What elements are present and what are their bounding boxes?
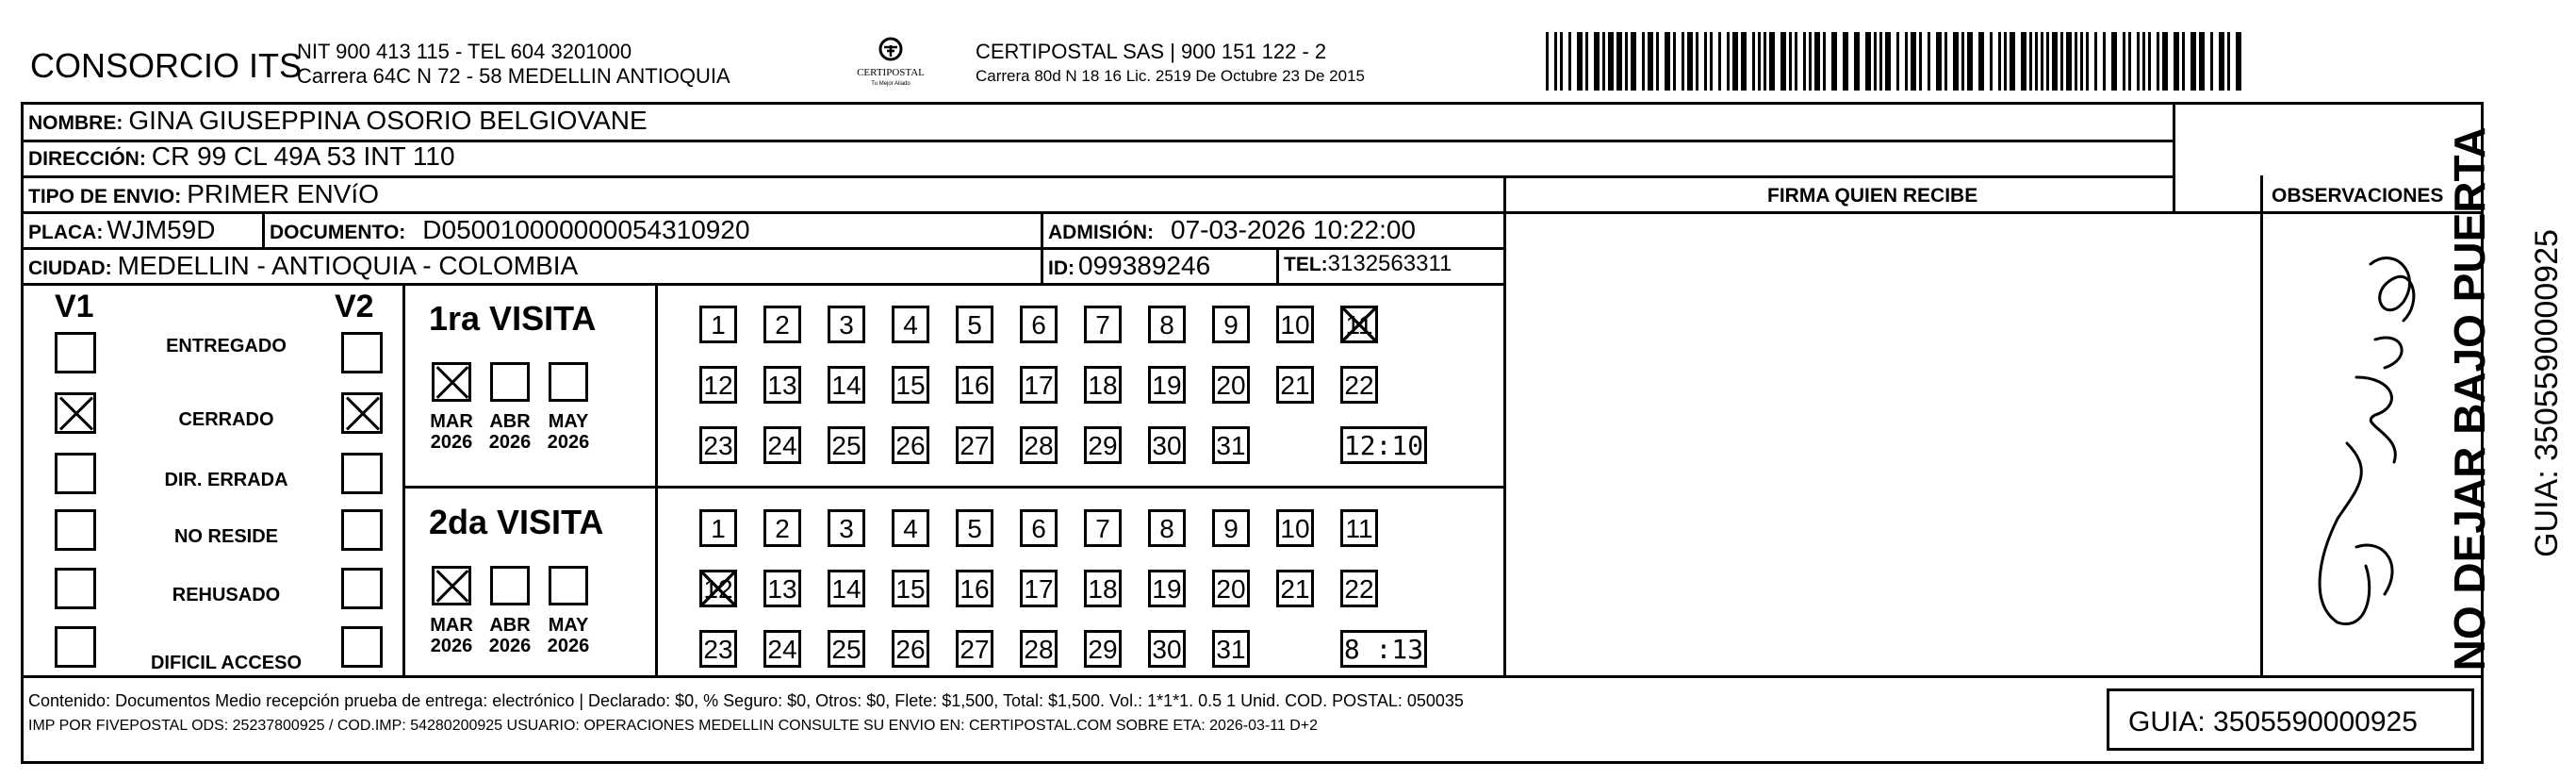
day-box[interactable]: 7	[1084, 306, 1122, 343]
time-box[interactable]: 8 :13	[1340, 630, 1427, 668]
v1-checkbox[interactable]	[55, 568, 96, 609]
v2-checkbox[interactable]	[341, 392, 383, 434]
barcode-bar	[2142, 32, 2145, 91]
status-label: REHUSADO	[172, 585, 281, 605]
month-checkbox[interactable]	[549, 362, 588, 402]
barcode-bar	[1687, 32, 1693, 91]
day-box[interactable]: 31	[1212, 426, 1250, 464]
barcode-bar	[1727, 32, 1730, 91]
day-box[interactable]: 10	[1276, 509, 1314, 547]
barcode-bar	[1752, 32, 1755, 91]
barcode-bar	[2174, 32, 2179, 91]
v2-checkbox[interactable]	[341, 509, 383, 551]
day-box[interactable]: 7	[1084, 509, 1122, 547]
barcode-bar	[1696, 32, 1698, 91]
month-checkbox[interactable]	[432, 362, 471, 402]
day-box[interactable]: 2	[763, 509, 801, 547]
barcode-bar	[1874, 32, 1877, 91]
day-box[interactable]: 27	[956, 630, 993, 668]
day-box[interactable]: 9	[1212, 509, 1250, 547]
day-box[interactable]: 30	[1148, 426, 1186, 464]
footer-guia-box	[2107, 688, 2474, 751]
carrier-line: CERTIPOSTAL SAS | 900 151 122 - 2	[976, 40, 1327, 63]
day-box[interactable]: 11	[1340, 306, 1378, 343]
day-box[interactable]: 4	[892, 509, 929, 547]
day-box[interactable]: 9	[1212, 306, 1250, 343]
barcode-bar	[2041, 32, 2043, 91]
day-box[interactable]: 15	[892, 570, 929, 607]
barcode-bar	[1560, 32, 1563, 91]
time-box[interactable]: 12:10	[1340, 426, 1427, 464]
status-label: NO RESIDE	[173, 526, 279, 547]
contenido-text: Contenido: Documentos Medio recepción prueba de entrega: electrónico | Declarado: $0, % Seguro: $0, Otros: $0, Flete: $1,500, Total: $1,500. Vol.: 1*1*1. 0.5 1 Unid. COD. POSTAL: 050035	[28, 691, 1464, 710]
day-box[interactable]: 17	[1020, 366, 1058, 404]
firma-label: FIRMA QUIEN RECIBE	[1767, 185, 1978, 207]
barcode-bar	[1546, 32, 1549, 91]
day-box[interactable]: 18	[1084, 570, 1122, 607]
barcode-bar	[1577, 32, 1583, 91]
barcode-bar	[2137, 32, 2140, 91]
day-box[interactable]: 25	[828, 630, 865, 668]
barcode-bar	[2080, 32, 2083, 91]
barcode-bar	[1718, 32, 1721, 91]
v1-checkbox[interactable]	[55, 332, 96, 373]
barcode-bar	[1656, 32, 1659, 91]
tipo-value: PRIMER ENVíO	[187, 179, 379, 208]
placa-value: WJM59D	[107, 215, 216, 244]
barcode-bar	[1928, 32, 1930, 91]
day-box[interactable]: 1	[699, 509, 737, 547]
barcode-bar	[2199, 32, 2205, 91]
barcode-bar	[1998, 32, 2001, 91]
day-box[interactable]: 18	[1084, 366, 1122, 404]
month-checkbox[interactable]	[490, 362, 530, 402]
day-box[interactable]: 15	[892, 366, 929, 404]
barcode-bar	[2004, 32, 2007, 91]
day-box[interactable]: 13	[763, 570, 801, 607]
v1-checkbox[interactable]	[55, 509, 96, 551]
imp-text: IMP POR FIVEPOSTAL ODS: 25237800925 / COD.IMP: 54280200925 USUARIO: OPERACIONES MEDELLIN CONSULTE SU ENVIO EN: CERTIPOSTAL.COM SOBRE ETA: 2026-03-11 D+2	[28, 718, 1319, 734]
day-box[interactable]: 26	[892, 630, 929, 668]
status-label: CERRADO	[178, 409, 274, 430]
day-box[interactable]: 31	[1212, 630, 1250, 668]
barcode-bar	[1780, 32, 1786, 91]
visit-title: 2da VISITA	[429, 503, 604, 541]
side-text	[2445, 0, 2573, 779]
visit-title: 1ra VISITA	[429, 299, 597, 338]
day-box[interactable]: 27	[956, 426, 993, 464]
day-box[interactable]: 5	[956, 306, 993, 343]
nombre-row: NOMBRE: GINA GIUSEPPINA OSORIO BELGIOVANE	[28, 106, 648, 135]
barcode-bar	[1865, 32, 1871, 91]
day-box[interactable]: 8	[1148, 509, 1186, 547]
day-box[interactable]: 30	[1148, 630, 1186, 668]
v1-checkbox[interactable]	[55, 392, 96, 434]
documento-value: D050010000000054310920	[422, 215, 750, 244]
barcode-bar	[1831, 32, 1837, 91]
month-label: MAY 2026	[547, 615, 590, 656]
ciudad-row: CIUDAD: MEDELLIN - ANTIOQUIA - COLOMBIA	[28, 251, 579, 280]
barcode-bar	[1936, 32, 1942, 91]
day-box[interactable]: 26	[892, 426, 929, 464]
barcode-bar	[1704, 32, 1707, 91]
id-row: ID: 099389246	[1048, 251, 1211, 280]
month-checkbox[interactable]	[432, 566, 471, 605]
admision-value: 07-03-2026 10:22:00	[1171, 215, 1416, 244]
barcode-bar	[1885, 32, 1891, 91]
month-label: MAR 2026	[430, 411, 473, 453]
barcode-bar	[1568, 32, 1571, 91]
day-box[interactable]: 16	[956, 570, 993, 607]
month-checkbox[interactable]	[490, 566, 530, 605]
barcode-bar	[1642, 32, 1645, 91]
v1-checkbox[interactable]	[55, 453, 96, 494]
month-label: ABR 2026	[488, 411, 532, 453]
barcode-bar	[2236, 32, 2241, 91]
sender-address: Carrera 64C N 72 - 58 MEDELLIN ANTIOQUIA	[297, 64, 730, 88]
barcode-bar	[1710, 32, 1713, 91]
day-box[interactable]: 22	[1340, 366, 1378, 404]
svg-text:Tu Mejor Aliado: Tu Mejor Aliado	[871, 81, 911, 87]
v2-checkbox[interactable]	[341, 332, 383, 373]
admision-row: ADMISIÓN: 07-03-2026 10:22:00	[1048, 215, 1416, 244]
id-value: 099389246	[1078, 251, 1211, 280]
day-box[interactable]: 12	[699, 366, 737, 404]
barcode-bar	[1682, 32, 1684, 91]
ciudad-value: MEDELLIN - ANTIOQUIA - COLOMBIA	[117, 251, 579, 280]
day-box[interactable]: 2	[763, 306, 801, 343]
guide-frame	[21, 102, 2484, 764]
barcode-bar	[1602, 32, 1605, 91]
v2-checkbox[interactable]	[341, 453, 383, 494]
barcode-bar	[1961, 32, 1964, 91]
barcode-bar	[1905, 32, 1908, 91]
v2-checkbox[interactable]	[341, 568, 383, 609]
no-dejar-warning: NO DEJAR BAJO PUERTA	[2445, 126, 2494, 671]
day-box[interactable]: 4	[892, 306, 929, 343]
day-box[interactable]: 10	[1276, 306, 1314, 343]
side-guia: GUIA: 3505590000925	[2529, 229, 2565, 557]
day-box[interactable]: 23	[699, 426, 737, 464]
barcode-bar	[1769, 32, 1775, 91]
barcode-bar	[2052, 32, 2058, 91]
barcode-bar	[2162, 32, 2168, 91]
day-box[interactable]: 6	[1020, 509, 1058, 547]
barcode-bar	[1953, 32, 1959, 91]
barcode-bar	[2157, 32, 2159, 91]
company-name: CONSORCIO ITS	[30, 46, 303, 85]
barcode-bar	[2086, 32, 2089, 91]
barcode-bar	[2190, 32, 2196, 91]
day-box[interactable]: 5	[956, 509, 993, 547]
barcode-bar	[1879, 32, 1882, 91]
barcode-bar	[2219, 32, 2224, 91]
barcode-bar	[1665, 32, 1670, 91]
day-box[interactable]: 19	[1148, 366, 1186, 404]
certipostal-logo	[853, 36, 928, 89]
month-label: MAY 2026	[547, 411, 590, 453]
month-label: MAR 2026	[430, 615, 473, 656]
day-box[interactable]: 12	[699, 570, 737, 607]
day-box[interactable]: 21	[1276, 570, 1314, 607]
direccion-value: CR 99 CL 49A 53 INT 110	[151, 141, 455, 171]
barcode-bar	[2046, 32, 2049, 91]
day-box[interactable]: 14	[828, 570, 865, 607]
carrier-address: Carrera 80d N 18 16 Lic. 2519 De Octubre 23 De 2015	[976, 67, 1365, 85]
placa-row: PLACA: WJM59D	[28, 215, 216, 244]
barcode-bar	[2128, 32, 2131, 91]
barcode-bar	[1814, 32, 1820, 91]
barcode	[1546, 32, 2243, 91]
barcode-bar	[1823, 32, 1826, 91]
day-box[interactable]: 13	[763, 366, 801, 404]
barcode-bar	[2123, 32, 2125, 91]
tel-value: 3132563311	[1327, 251, 1452, 276]
month-label: ABR 2026	[488, 615, 532, 656]
tel-row: TEL:3132563311	[1284, 251, 1452, 276]
day-box[interactable]: 1	[699, 306, 737, 343]
status-label: ENTREGADO	[166, 336, 287, 356]
footer-guia: GUIA: 3505590000925	[2128, 706, 2418, 738]
day-box[interactable]: 14	[828, 366, 865, 404]
barcode-bar	[1911, 32, 1916, 91]
status-label: DIFICIL ACCESO	[150, 653, 302, 673]
barcode-bar	[1758, 32, 1761, 91]
barcode-bar	[1585, 32, 1588, 91]
barcode-bar	[2210, 32, 2213, 91]
day-box[interactable]: 28	[1020, 630, 1058, 668]
tipo-row: TIPO DE ENVIO: PRIMER ENVíO	[28, 179, 379, 208]
barcode-bar	[1795, 32, 1797, 91]
day-box[interactable]: 24	[763, 630, 801, 668]
barcode-bar	[1843, 32, 1848, 91]
barcode-bar	[2111, 32, 2117, 91]
barcode-bar	[1919, 32, 1922, 91]
day-box[interactable]: 16	[956, 366, 993, 404]
barcode-bar	[1978, 32, 1984, 91]
day-box[interactable]: 20	[1212, 366, 1250, 404]
day-box[interactable]: 23	[699, 630, 737, 668]
day-box[interactable]: 29	[1084, 426, 1122, 464]
barcode-bar	[1944, 32, 1947, 91]
barcode-bar	[1789, 32, 1792, 91]
day-box[interactable]: 3	[828, 306, 865, 343]
barcode-bar	[1608, 32, 1614, 91]
day-box[interactable]: 11	[1340, 509, 1378, 547]
barcode-bar	[1594, 32, 1600, 91]
barcode-bar	[2103, 32, 2106, 91]
barcode-bar	[1554, 32, 1557, 91]
barcode-bar	[1854, 32, 1860, 91]
day-box[interactable]: 29	[1084, 630, 1122, 668]
barcode-bar	[2021, 32, 2026, 91]
direccion-row: DIRECCIÓN: CR 99 CL 49A 53 INT 110	[28, 141, 455, 171]
barcode-bar	[1625, 32, 1628, 91]
v2-label: V2	[335, 289, 374, 324]
barcode-bar	[1809, 32, 1812, 91]
barcode-bar	[2029, 32, 2032, 91]
barcode-bar	[2060, 32, 2063, 91]
barcode-bar	[1673, 32, 1676, 91]
barcode-bar	[2227, 32, 2230, 91]
barcode-bar	[2182, 32, 2185, 91]
documento-row: DOCUMENTO: D050010000000054310920	[270, 215, 750, 244]
v1-label: V1	[55, 289, 94, 324]
day-box[interactable]: 21	[1276, 366, 1314, 404]
v1-checkbox[interactable]	[55, 626, 96, 668]
day-box[interactable]: 17	[1020, 570, 1058, 607]
barcode-bar	[1648, 32, 1653, 91]
day-box[interactable]: 19	[1148, 570, 1186, 607]
barcode-bar	[2094, 32, 2097, 91]
barcode-bar	[1631, 32, 1636, 91]
barcode-bar	[1764, 32, 1766, 91]
nombre-value: GINA GIUSEPPINA OSORIO BELGIOVANE	[128, 106, 648, 135]
day-box[interactable]: 6	[1020, 306, 1058, 343]
nit-line: NIT 900 413 115 - TEL 604 3201000	[297, 40, 632, 63]
barcode-bar	[1616, 32, 1622, 91]
barcode-bar	[1741, 32, 1747, 91]
day-box[interactable]: 3	[828, 509, 865, 547]
day-box[interactable]: 20	[1212, 570, 1250, 607]
day-box[interactable]: 22	[1340, 570, 1378, 607]
barcode-bar	[2066, 32, 2072, 91]
day-box[interactable]: 8	[1148, 306, 1186, 343]
status-label: DIR. ERRADA	[164, 470, 288, 490]
day-box[interactable]: 24	[763, 426, 801, 464]
barcode-bar	[1732, 32, 1738, 91]
barcode-bar	[1896, 32, 1899, 91]
barcode-bar	[1803, 32, 1806, 91]
barcode-bar	[2075, 32, 2077, 91]
barcode-bar	[2148, 32, 2151, 91]
barcode-bar	[1990, 32, 1993, 91]
barcode-bar	[2035, 32, 2038, 91]
barcode-bar	[2010, 32, 2015, 91]
month-checkbox[interactable]	[549, 566, 588, 605]
day-box[interactable]: 25	[828, 426, 865, 464]
day-box[interactable]: 28	[1020, 426, 1058, 464]
svg-text:CERTIPOSTAL: CERTIPOSTAL	[857, 67, 925, 78]
observaciones-label: OBSERVACIONES	[2272, 185, 2444, 207]
v2-checkbox[interactable]	[341, 626, 383, 668]
barcode-bar	[1967, 32, 1973, 91]
